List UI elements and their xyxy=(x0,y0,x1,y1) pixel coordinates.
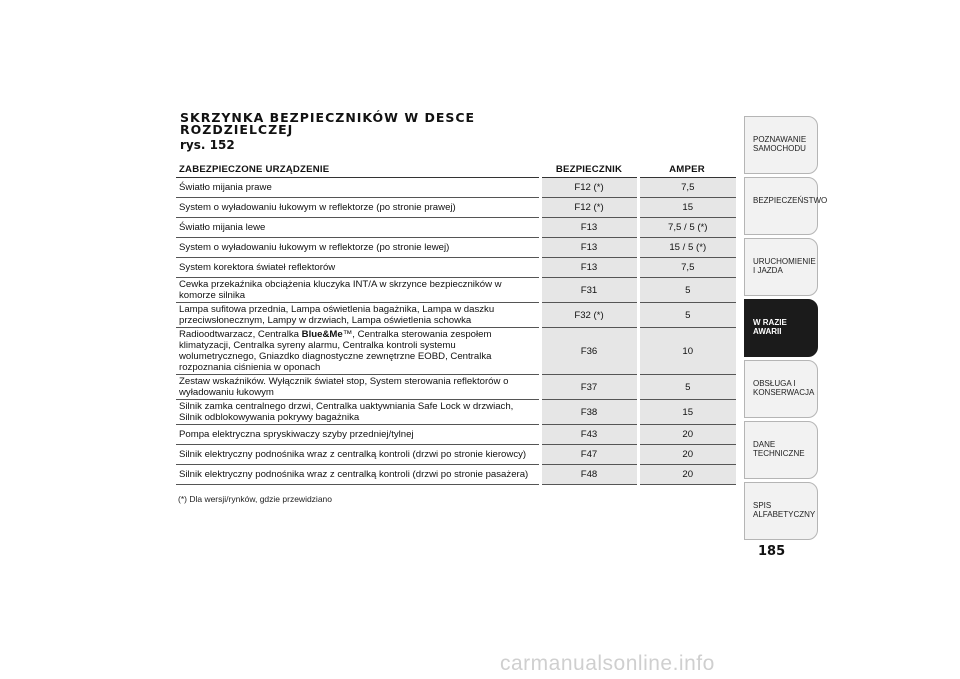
amper-cell: 15 xyxy=(638,400,736,425)
tab-chapter[interactable] xyxy=(744,482,818,540)
device-cell: Silnik zamka centralnego drzwi, Centralka uaktywniania Safe Lock w drzwiach, Silnik odblokowywania pokrywy bagażnika xyxy=(176,400,540,425)
fuse-table xyxy=(176,162,736,485)
device-cell: System o wyładowaniu łukowym w reflektorze (po stronie prawej) xyxy=(176,198,540,218)
fuse-cell: F32 (*) xyxy=(540,303,638,328)
amper-cell: 5 xyxy=(638,278,736,303)
device-cell: Światło mijania lewe xyxy=(176,218,540,238)
amper-cell: 15 / 5 (*) xyxy=(638,238,736,258)
device-cell: System korektora świateł reflektorów xyxy=(176,258,540,278)
fuse-cell: F31 xyxy=(540,278,638,303)
table-row xyxy=(176,445,736,465)
tab-chapter[interactable] xyxy=(744,421,818,479)
header-amper: AMPER xyxy=(638,162,736,178)
fuse-cell: F43 xyxy=(540,425,638,445)
fuse-cell: F37 xyxy=(540,375,638,400)
device-cell: System o wyładowaniu łukowym w reflektorze (po stronie lewej) xyxy=(176,238,540,258)
watermark: carmanualsonline.info xyxy=(500,652,715,675)
tab-chapter[interactable] xyxy=(744,238,818,296)
fuse-cell: F48 xyxy=(540,465,638,485)
table-row xyxy=(176,425,736,445)
fuse-cell: F38 xyxy=(540,400,638,425)
amper-cell: 20 xyxy=(638,425,736,445)
table-row xyxy=(176,303,736,328)
amper-cell: 20 xyxy=(638,465,736,485)
device-text: Radioodtwarzacz, Centralka xyxy=(179,329,302,340)
footnote: (*) Dla wersji/rynków, gdzie przewidziano xyxy=(178,494,333,504)
fuse-cell: F13 xyxy=(540,258,638,278)
table-row xyxy=(176,465,736,485)
section-title: SKRZYNKA BEZPIECZNIKÓW W DESCE ROZDZIELCZEJ xyxy=(180,110,476,137)
brand-name: Blue&Me xyxy=(301,329,343,340)
tab-label: OBSŁUGA I KONSERWACJA xyxy=(753,379,815,397)
device-cell xyxy=(176,328,540,375)
amper-cell: 7,5 xyxy=(638,178,736,198)
device-cell: Zestaw wskaźników. Wyłącznik świateł stop, System sterowania reflektorów o wyładowaniu łukowym xyxy=(176,375,540,400)
figure-reference: rys. 152 xyxy=(180,138,235,152)
fuse-cell: F47 xyxy=(540,445,638,465)
fuse-cell: F12 (*) xyxy=(540,198,638,218)
device-cell: Światło mijania prawe xyxy=(176,178,540,198)
table-header-row xyxy=(176,162,736,178)
header-fuse: BEZPIECZNIK xyxy=(540,162,638,178)
table-row xyxy=(176,198,736,218)
device-cell: Cewka przekaźnika obciążenia kluczyka INT/A w skrzynce bezpieczników w komorze silnika xyxy=(176,278,540,303)
table-row xyxy=(176,178,736,198)
amper-cell: 20 xyxy=(638,445,736,465)
amper-cell: 15 xyxy=(638,198,736,218)
amper-cell: 7,5 / 5 (*) xyxy=(638,218,736,238)
tab-label: URUCHOMIENIE I JAZDA xyxy=(753,257,816,275)
tab-label: BEZPIECZEŃSTWO xyxy=(753,196,828,205)
table-row xyxy=(176,218,736,238)
tab-label: W RAZIE AWARII xyxy=(753,318,787,336)
fuse-cell: F13 xyxy=(540,238,638,258)
fuse-cell: F13 xyxy=(540,218,638,238)
table-row xyxy=(176,328,736,375)
tab-chapter[interactable] xyxy=(744,299,818,357)
amper-cell: 5 xyxy=(638,303,736,328)
amper-cell: 7,5 xyxy=(638,258,736,278)
page-number: 185 xyxy=(758,544,786,559)
device-text: ™, Centralka sterowania zespołem klimatyzacji, Centralka syreny alarmu, Centralka kontroli systemu wolumetrycznego, Gniazdko diagnostyczne zewnętrzne EOBD, Centralka rozpoznania ciśnienia w oponach xyxy=(179,329,492,373)
table-row xyxy=(176,375,736,400)
tab-label: POZNAWANIE SAMOCHODU xyxy=(753,135,807,153)
table-row xyxy=(176,278,736,303)
tab-chapter[interactable] xyxy=(744,177,828,235)
fuse-cell: F36 xyxy=(540,328,638,375)
tab-label: SPIS ALFABETYCZNY xyxy=(753,501,816,519)
device-cell: Pompa elektryczna spryskiwaczy szyby przedniej/tylnej xyxy=(176,425,540,445)
device-cell: Silnik elektryczny podnośnika wraz z centralką kontroli (drzwi po stronie pasażera) xyxy=(176,465,540,485)
amper-cell: 10 xyxy=(638,328,736,375)
device-cell: Lampa sufitowa przednia, Lampa oświetlenia bagażnika, Lampa w daszku przeciwsłonecznym, Lampy w drzwiach, Lampa oświetlenia schowka xyxy=(176,303,540,328)
tab-chapter[interactable] xyxy=(744,360,818,418)
amper-cell: 5 xyxy=(638,375,736,400)
table-row xyxy=(176,238,736,258)
table-row xyxy=(176,400,736,425)
tab-chapter[interactable] xyxy=(744,116,818,174)
device-cell: Silnik elektryczny podnośnika wraz z centralką kontroli (drzwi po stronie kierowcy) xyxy=(176,445,540,465)
tab-label: DANE TECHNICZNE xyxy=(753,440,805,458)
fuse-cell: F12 (*) xyxy=(540,178,638,198)
header-device: ZABEZPIECZONE URZĄDZENIE xyxy=(176,162,540,178)
table-row xyxy=(176,258,736,278)
